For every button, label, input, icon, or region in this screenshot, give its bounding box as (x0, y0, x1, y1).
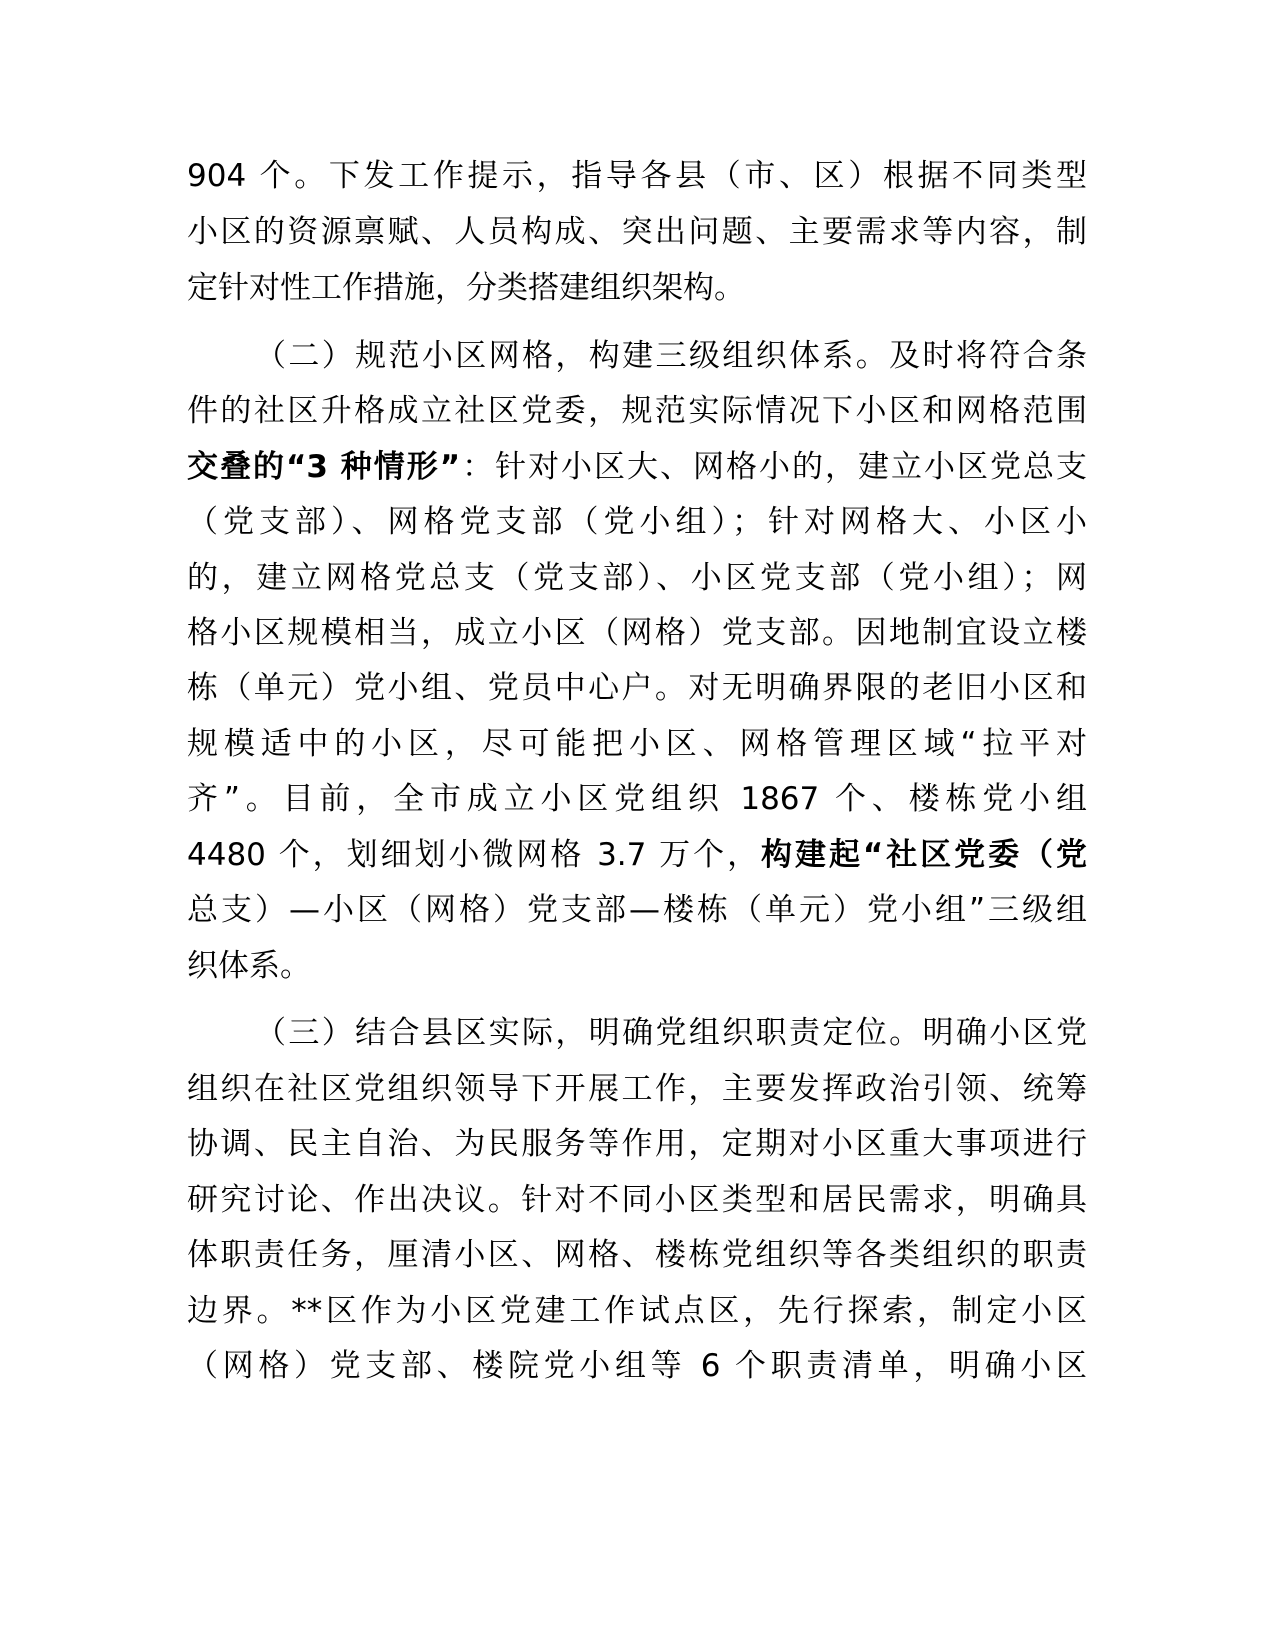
text-line (187, 779, 1087, 819)
text-segment: 齐”。目前，全市成立小区党组织 1867 个、楼栋党小组 (187, 781, 1087, 817)
text-segment: 研究讨论、作出决议。针对不同小区类型和居民需求，明确具 (187, 1182, 1087, 1218)
text-segment: （三）结合县区实际，明确党组织职责定位。明确小区党 (255, 1015, 1087, 1051)
text-line (187, 212, 1087, 252)
text-line (187, 336, 1087, 376)
text-segment: 格小区规模相当，成立小区（网格）党支部。因地制宜设立楼 (187, 615, 1087, 651)
text-segment: 栋（单元）党小组、党员中心户。对无明确界限的老旧小区和 (187, 670, 1087, 706)
text-segment: 规模适中的小区，尽可能把小区、网格管理区域“拉平对 (187, 726, 1087, 762)
text-line (187, 1013, 1087, 1053)
text-segment: 小区的资源禀赋、人员构成、突出问题、主要需求等内容，制 (187, 214, 1087, 250)
text-line (187, 835, 1087, 875)
bold-text-segment: 交叠的“3 种情形” (187, 449, 461, 485)
text-line (187, 668, 1087, 708)
text-line (187, 502, 1087, 542)
text-segment: 协调、民主自治、为民服务等作用，定期对小区重大事项进行 (187, 1126, 1087, 1162)
text-line (187, 1069, 1087, 1109)
text-segment: 4480 个，划细划小微网格 3.7 万个， (187, 837, 762, 873)
text-line (187, 1180, 1087, 1220)
text-segment: 织体系。 (187, 948, 311, 984)
text-line (187, 724, 1087, 764)
text-line (187, 268, 1087, 308)
text-line (187, 1235, 1087, 1275)
text-segment: 总支）—小区（网格）党支部—楼栋（单元）党小组”三级组 (187, 892, 1087, 928)
text-segment: （二）规范小区网格，构建三级组织体系。及时将符合条 (255, 338, 1087, 374)
text-segment: ：针对小区大、网格小的，建立小区党总支 (460, 449, 1087, 485)
text-segment: 边界。**区作为小区党建工作试点区，先行探索，制定小区 (187, 1293, 1087, 1329)
text-segment: 定针对性工作措施，分类搭建组织架构。 (187, 270, 745, 306)
bold-text-segment: 构建起“社区党委（党 (761, 837, 1087, 873)
text-line (187, 156, 1087, 196)
text-segment: （党支部）、网格党支部（党小组）；针对网格大、小区小 (187, 504, 1087, 540)
text-segment: 的，建立网格党总支（党支部）、小区党支部（党小组）；网 (187, 560, 1087, 596)
text-line (187, 613, 1087, 653)
text-segment: 904 个。下发工作提示，指导各县（市、区）根据不同类型 (187, 158, 1087, 194)
text-segment: 组织在社区党组织领导下开展工作，主要发挥政治引领、统筹 (187, 1071, 1087, 1107)
text-line (187, 890, 1087, 930)
text-line (187, 1291, 1087, 1331)
text-segment: 件的社区升格成立社区党委，规范实际情况下小区和网格范围 (187, 393, 1087, 429)
text-line (187, 558, 1087, 598)
text-line (187, 946, 1087, 986)
text-line (187, 447, 1087, 487)
text-line (187, 391, 1087, 431)
text-line (187, 1346, 1087, 1386)
text-segment: （网格）党支部、楼院党小组等 6 个职责清单，明确小区 (187, 1348, 1087, 1384)
text-segment: 体职责任务，厘清小区、网格、楼栋党组织等各类组织的职责 (187, 1237, 1087, 1273)
text-line (187, 1124, 1087, 1164)
